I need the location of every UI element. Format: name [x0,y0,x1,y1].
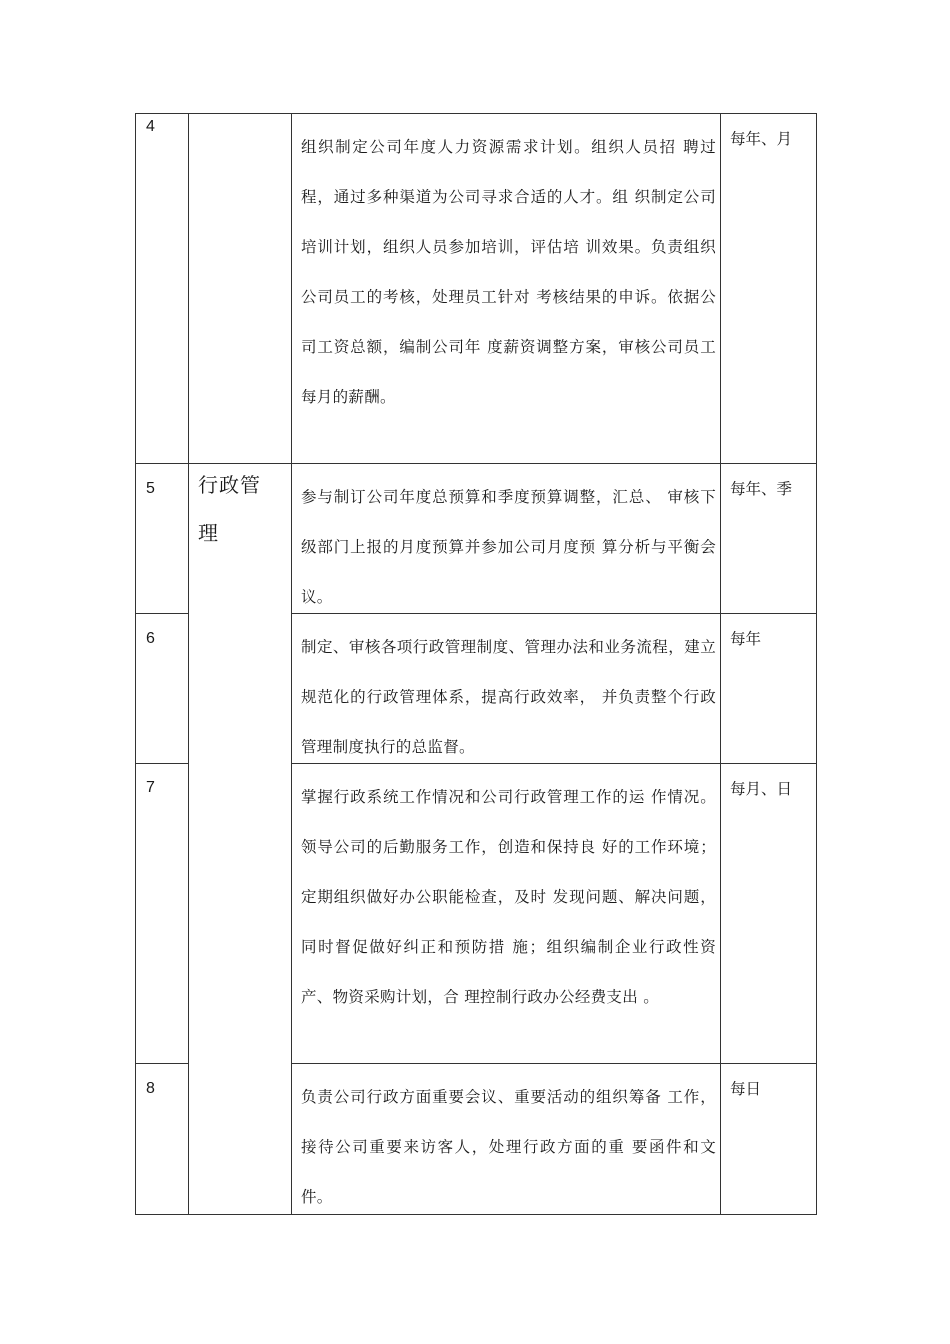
duty-description: 参与制订公司年度总预算和季度预算调整，汇总、 审核下级部门上报的月度预算并参加公司月度预 算分析与平衡会议。 [301,488,716,606]
row-number: 5 [146,480,155,497]
duty-frequency: 每日 [730,1080,762,1098]
column-divider [291,114,292,1214]
duty-description: 制定、审核各项行政管理制度、管理办法和业务流程，建立规范化的行政管理体系，提高行政效率， 并负责整个行政管理制度执行的总监督。 [301,638,716,756]
duty-description: 掌握行政系统工作情况和公司行政管理工作的运 作情况。领导公司的后勤服务工作，创造和保持良 好的工作环境；定期组织做好办公职能检查，及时 发现问题、解决问题，同时督促做好纠正和预防措 施；组织编制企业行政性资产、物资采购计划，合 理控制行政办公经费支出 。 [301,788,716,1006]
duty-description: 负责公司行政方面重要会议、重要活动的组织筹备 工作，接待公司重要来访客人，处理行政方面的重 要函件和文件。 [301,1088,716,1206]
row-number: 7 [146,779,155,796]
category-label: 行政管理 [198,473,261,545]
duty-frequency: 每年、季 [730,480,793,498]
row-number: 6 [146,630,155,647]
row-divider [136,1063,188,1064]
duty-frequency: 每年 [730,630,762,648]
duty-description: 组织制定公司年度人力资源需求计划。组织人员招 聘过程，通过多种渠道为公司寻求合适的人才。组 织制定公司培训计划，组织人员参加培训，评估培 训效果。负责组织公司员工的考核，处理员工针对 考核结果的申诉。依据公司工资总额，编制公司年 度薪资调整方案，审核公司员工每月的薪酬。 [301,138,716,406]
row-number: 8 [146,1080,155,1097]
column-divider [188,114,189,1214]
row-divider [291,1063,816,1064]
duty-table [135,113,817,1215]
row-divider [136,763,188,764]
duty-frequency: 每月、日 [730,780,793,798]
row-number: 4 [146,118,155,135]
duty-frequency: 每年、月 [730,130,793,148]
row-divider [136,613,188,614]
column-divider [720,114,721,1214]
